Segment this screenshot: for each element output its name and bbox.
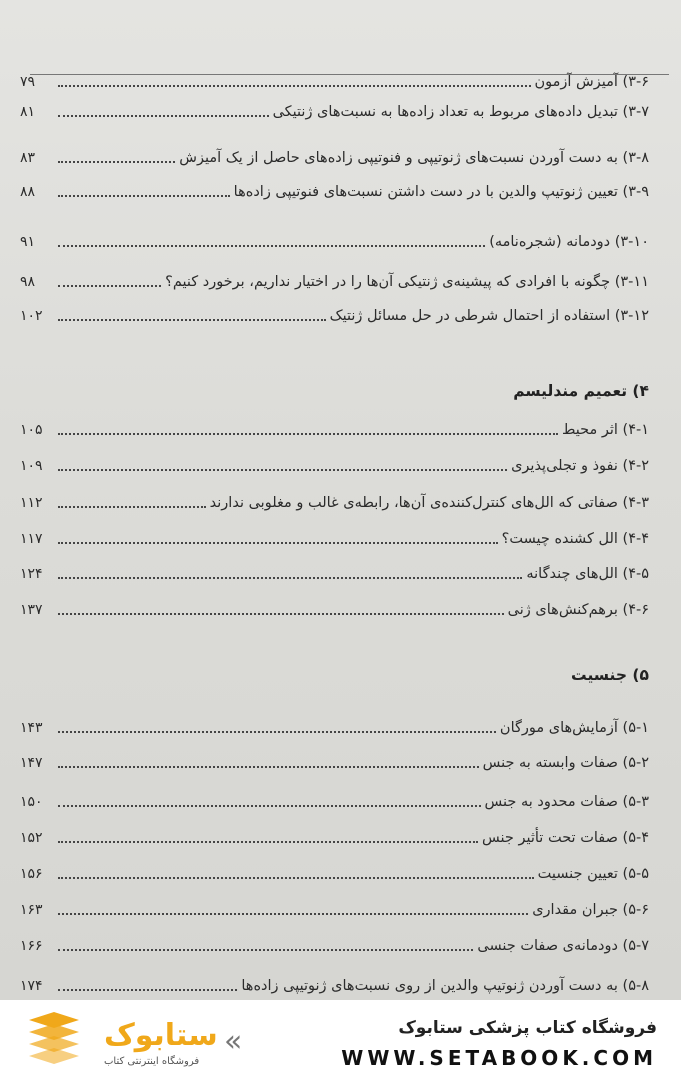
toc-entry-title: ۴-۳) صفاتی که الل‌های کنترل‌کننده‌ی آن‌ها، رابطه‌ی غالب و مغلوبی ندارند: [209, 495, 649, 511]
leader-dots: [58, 841, 478, 843]
leader-dots: [58, 577, 522, 579]
toc-entry-title: ۵-۷) دودمانه‌ی صفات جنسی: [477, 938, 649, 954]
toc-row: [20, 747, 649, 773]
toc-entry-page: ۱۷۴: [20, 978, 43, 994]
chapter-4-heading: ۴) تعمیم مندلیسم: [513, 382, 649, 400]
toc-entry-page: ۹۸: [20, 274, 36, 290]
toc-row: [20, 594, 649, 620]
toc-entry-page: ۱۱۷: [20, 531, 43, 547]
toc-entry-page: ۱۴۷: [20, 755, 43, 771]
toc-entry-page: ۱۵۰: [20, 794, 43, 810]
toc-row: [20, 176, 649, 202]
toc-entry-title: ۳-۱۱) چگونه با افرادی که پیشینه‌ی ژنتیکی آن‌ها را در اختیار نداریم، برخورد کنیم؟: [165, 274, 649, 290]
toc-entry-title: ۵-۳) صفات محدود به جنس: [484, 794, 649, 810]
leader-dots: [58, 949, 473, 951]
store-footer-banner: [0, 1000, 681, 1080]
toc-row: [20, 66, 649, 92]
leader-dots: [58, 805, 481, 807]
leader-dots: [58, 85, 531, 87]
toc-entry-title: ۵-۲) صفات وابسته به جنس: [482, 755, 649, 771]
toc-entry-title: ۵-۴) صفات تحت تأثیر جنس: [482, 830, 649, 846]
toc-entry-title: ۵-۶) جبران مقداری: [532, 902, 649, 918]
toc-entry-title: ۵-۵) تعیین جنسیت: [537, 866, 649, 882]
toc-row: [20, 712, 649, 738]
toc-entry-page: ۱۰۹: [20, 458, 43, 474]
toc-row: [20, 523, 649, 549]
toc-entry-title: ۴-۵) الل‌های چندگانه: [526, 566, 649, 582]
toc-row: [20, 894, 649, 920]
chapter-5-heading: ۵) جنسیت: [571, 666, 649, 684]
toc-row: [20, 858, 649, 884]
toc-entry-page: ۱۵۶: [20, 866, 43, 882]
leader-dots: [58, 161, 175, 163]
toc-entry-title: ۳-۶) آمیزش آزمون: [534, 74, 649, 90]
leader-dots: [58, 319, 326, 321]
toc-row: [20, 414, 649, 440]
toc-entry-title: ۴-۱) اثر محیط: [561, 422, 649, 438]
toc-row: [20, 558, 649, 584]
toc-row: [20, 822, 649, 848]
leader-dots: [58, 613, 504, 615]
toc-entry-title: ۳-۸) به دست آوردن نسبت‌های ژنوتیپی و فنوتیپی زاده‌های حاصل از یک آمیزش: [179, 150, 649, 166]
leader-dots: [58, 469, 507, 471]
toc-entry-page: ۱۵۲: [20, 830, 43, 846]
toc-entry-page: ۸۸: [20, 184, 36, 200]
toc-entry-page: ۱۰۲: [20, 308, 43, 324]
toc-row: [20, 226, 649, 252]
stacked-books-icon: [24, 1010, 84, 1068]
leader-dots: [58, 989, 237, 991]
toc-row: [20, 930, 649, 956]
toc-row: [20, 142, 649, 168]
toc-entry-title: ۴-۶) برهم‌کنش‌های ژنی: [507, 602, 649, 618]
toc-entry-page: ۱۶۶: [20, 938, 43, 954]
toc-row: [20, 96, 649, 122]
toc-entry-title: ۳-۷) تبدیل داده‌های مربوط به تعداد زاده‌ها به نسبت‌های ژنتیکی: [272, 104, 649, 120]
toc-entry-title: ۳-۱۲) استفاده از احتمال شرطی در حل مسائل ژنتیک: [329, 308, 649, 324]
toc-entry-page: ۷۹: [20, 74, 36, 90]
toc-entry-title: ۳-۱۰) دودمانه (شجره‌نامه): [489, 234, 649, 250]
toc-entry-page: ۸۱: [20, 104, 36, 120]
leader-dots: [58, 877, 534, 879]
store-website[interactable]: WWW.SETABOOK.COM: [341, 1046, 657, 1070]
toc-row: [20, 266, 649, 292]
leader-dots: [58, 766, 479, 768]
leader-dots: [58, 245, 485, 247]
leader-dots: [58, 506, 206, 508]
toc-entry-page: ۸۳: [20, 150, 36, 166]
setabook-logo[interactable]: [24, 1010, 274, 1072]
toc-entry-page: ۱۰۵: [20, 422, 43, 438]
toc-entry-page: ۱۳۷: [20, 602, 43, 618]
toc-row: [20, 786, 649, 812]
toc-entry-title: ۴-۲) نفوذ و تجلی‌پذیری: [511, 458, 649, 474]
leader-dots: [58, 731, 496, 733]
toc-row: [20, 487, 649, 513]
leader-dots: [58, 285, 161, 287]
leader-dots: [58, 913, 528, 915]
toc-row: [20, 300, 649, 326]
toc-row: [20, 970, 649, 996]
leader-dots: [58, 195, 230, 197]
store-name: فروشگاه کتاب پزشکی ستابوک: [398, 1018, 657, 1038]
toc-entry-page: ۱۴۳: [20, 720, 43, 736]
toc-entry-page: ۹۱: [20, 234, 36, 250]
logo-subtitle: فروشگاه اینترنتی کتاب: [104, 1056, 200, 1067]
leader-dots: [58, 433, 558, 435]
toc-entry-title: ۳-۹) تعیین ژنوتیپ والدین با در دست داشتن نسبت‌های فنوتیپی زاده‌ها: [233, 184, 649, 200]
toc-entry-title: ۴-۴) الل کشنده چیست؟: [501, 531, 649, 547]
leader-dots: [58, 115, 269, 117]
toc-entry-page: ۱۶۳: [20, 902, 43, 918]
toc-entry-title: ۵-۱) آزمایش‌های مورگان: [499, 720, 649, 736]
double-chevron-icon: «: [224, 1024, 243, 1059]
toc-row: [20, 450, 649, 476]
logo-wordmark: ستابوک: [104, 1018, 218, 1053]
toc-entry-page: ۱۱۲: [20, 495, 43, 511]
toc-entry-page: ۱۲۴: [20, 566, 43, 582]
toc-entry-title: ۵-۸) به دست آوردن ژنوتیپ والدین از روی نسبت‌های ژنوتیپی زاده‌ها: [241, 978, 649, 994]
leader-dots: [58, 542, 498, 544]
